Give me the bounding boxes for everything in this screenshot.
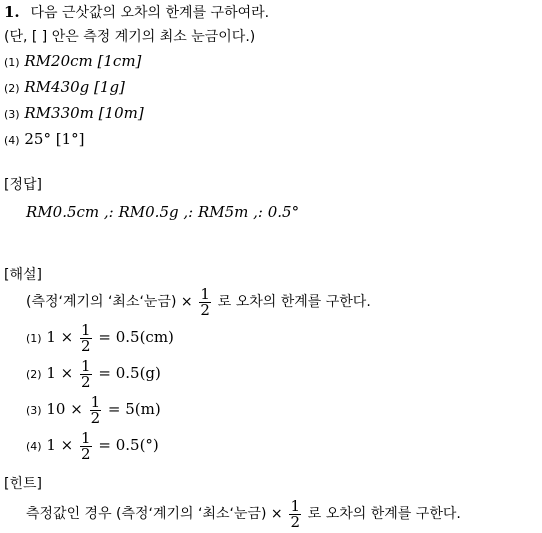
item-unit: [10m] <box>98 104 144 122</box>
fraction <box>80 320 92 355</box>
fraction-denominator: 2 <box>200 300 210 319</box>
explanation-step-1 <box>26 320 174 356</box>
fraction-numerator: 1 <box>200 284 210 303</box>
step-post: = 5(m) <box>107 400 161 418</box>
item-unit: [1°] <box>55 130 85 148</box>
explanation-step-2 <box>26 356 161 392</box>
intro-suffix: 로 오차의 한계를 구한다. <box>217 294 371 310</box>
step-label: (1) <box>26 332 42 345</box>
fraction <box>80 428 92 463</box>
step-post: = 0.5(°) <box>98 436 159 454</box>
fraction <box>289 496 301 531</box>
item-label: (4) <box>4 134 20 147</box>
step-label: (3) <box>26 404 42 417</box>
explanation-step-4 <box>26 428 159 464</box>
fraction-numerator: 1 <box>90 392 101 411</box>
fraction-numerator: 1 <box>81 320 91 339</box>
problem-item-3 <box>4 103 144 125</box>
item-value: 25° <box>24 130 51 148</box>
item-value: RM430g <box>24 78 90 96</box>
hint-text <box>26 496 461 531</box>
problem-title: 다음 근삿값의 오차의 한계를 구하여라. <box>30 5 270 21</box>
answer-text: RM0.5cm ,: RM0.5g ,: RM5m ,: 0.5° <box>26 203 300 221</box>
fraction-denominator: 2 <box>81 444 91 463</box>
step-label: (2) <box>26 368 42 381</box>
step-pre: 10 × <box>46 400 83 418</box>
fraction-denominator: 2 <box>81 336 91 355</box>
fraction <box>199 284 211 319</box>
fraction <box>90 392 102 427</box>
fraction-denominator: 2 <box>81 372 91 391</box>
fraction-numerator: 1 <box>81 356 91 375</box>
step-post: = 0.5(cm) <box>98 328 174 346</box>
item-unit: [1g] <box>94 78 125 96</box>
hint-heading: [힌트] <box>4 476 42 492</box>
problem-number: 1. <box>4 3 20 21</box>
step-pre: 1 × <box>46 328 74 346</box>
problem-item-4 <box>4 129 85 151</box>
step-pre: 1 × <box>46 364 74 382</box>
item-value: RM20cm <box>24 52 93 70</box>
item-label: (2) <box>4 82 20 95</box>
hint-suffix: 로 오차의 한계를 구한다. <box>307 506 461 522</box>
fraction <box>80 356 92 391</box>
hint-prefix: 측정값인 경우 (측정‘계기의 ‘최소‘눈금) × <box>26 506 283 522</box>
problem-header <box>4 2 269 23</box>
step-pre: 1 × <box>46 436 74 454</box>
intro-prefix: (측정‘계기의 ‘최소‘눈금) × <box>26 294 193 310</box>
explanation-heading: [해설] <box>4 267 42 283</box>
explanation-intro <box>26 284 371 319</box>
answer-heading: [정답] <box>4 177 42 193</box>
explanation-step-3 <box>26 392 161 428</box>
item-unit: [1cm] <box>97 52 142 70</box>
step-post: = 0.5(g) <box>98 364 161 382</box>
fraction-numerator: 1 <box>81 428 91 447</box>
fraction-denominator: 2 <box>90 408 101 427</box>
problem-item-1 <box>4 51 141 73</box>
item-label: (3) <box>4 108 20 121</box>
fraction-denominator: 2 <box>290 512 300 531</box>
fraction-numerator: 1 <box>290 496 300 515</box>
problem-note: (단, [ ] 안은 측정 계기의 최소 눈금이다.) <box>4 29 256 45</box>
problem-item-2 <box>4 77 125 99</box>
item-label: (1) <box>4 56 20 69</box>
step-label: (4) <box>26 440 42 453</box>
item-value: RM330m <box>24 104 94 122</box>
